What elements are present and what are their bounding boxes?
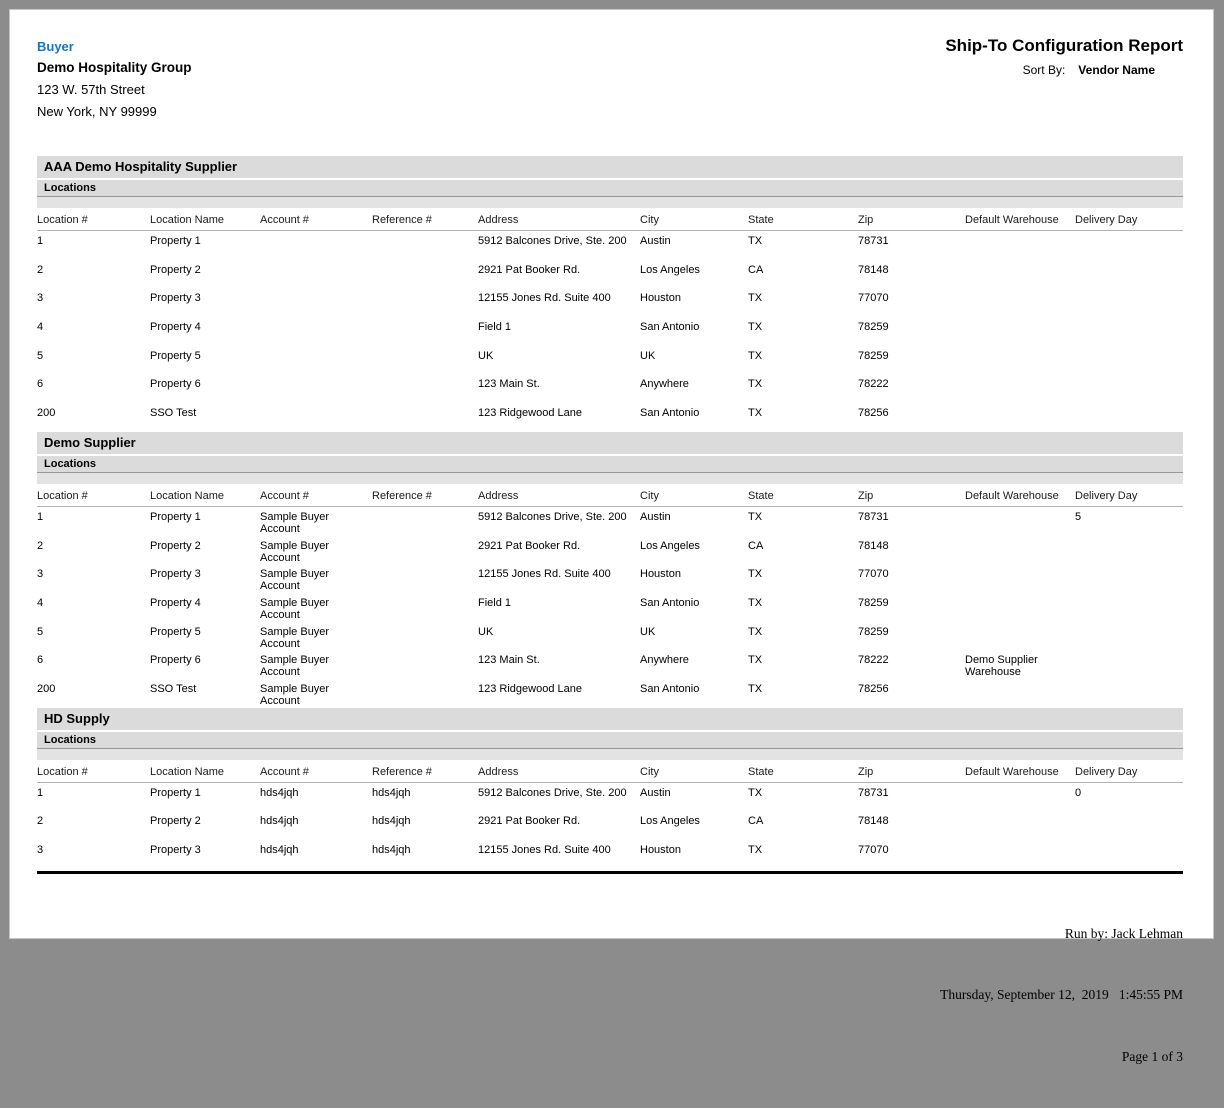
cell: 78256 [858,407,889,420]
cell: hds4jqh [260,786,299,799]
table-row [37,783,1183,812]
cell: 78731 [858,235,889,247]
section-rows [37,231,1183,432]
cell: 78731 [858,786,889,799]
column-header: Reference # [372,214,432,226]
locations-bar [37,732,1183,749]
table-row [37,231,1183,260]
cell: Houston [640,292,681,305]
table-row [37,840,1183,869]
cell: Property 1 [150,786,201,799]
column-header: Location # [37,489,88,502]
page-content [10,10,1213,1108]
sort-by-value: Vendor Name [1078,63,1155,77]
cell: Property 1 [150,235,201,247]
cell: hds4jqh [372,844,411,856]
buyer-address-line1: 123 W. 57th Street [37,82,145,97]
cell: 6 [37,654,44,667]
locations-strip [37,473,1183,484]
cell: 78148 [858,263,889,276]
cell: 4 [37,596,44,609]
cell: 78731 [858,510,889,523]
sort-by-row [945,63,1183,77]
column-header: Reference # [372,765,432,778]
cell: 78148 [858,815,889,828]
report-header [37,36,1183,123]
cell: hds4jqh [260,815,299,828]
locations-label: Locations [44,182,96,194]
cell: Anywhere [640,654,689,667]
cell: 2 [37,815,44,828]
run-by-line: Run by: Jack Lehman [1064,925,1183,941]
vendor-section [37,156,1183,432]
cell: 123 Ridgewood Lane [478,682,582,695]
column-header: Reference # [372,489,432,502]
cell: TX [748,844,763,856]
cell: Property 5 [150,625,201,638]
cell: Austin [640,510,671,523]
column-header-row [37,764,1183,783]
cell: Los Angeles [640,815,700,828]
table-row [37,374,1183,403]
table-row [37,260,1183,289]
datetime-line: Thursday, September 12, 2019 1:45:55 PM [940,987,1183,1003]
cell: Property 6 [150,378,201,391]
cell: Property 4 [150,321,201,334]
cell: Sample Buyer Account [260,510,330,535]
cell: 123 Main St. [478,654,540,667]
report-page [10,10,1213,1064]
buyer-address-line2: New York, NY 99999 [37,104,157,119]
locations-label: Locations [44,733,96,746]
column-header: City [640,214,659,226]
column-header: Account # [260,765,309,778]
vendor-bar [37,432,1183,454]
cell: hds4jqh [372,815,411,828]
table-end-divider [37,871,1183,874]
cell: SSO Test [150,407,197,420]
cell: San Antonio [640,321,700,334]
cell: 78222 [858,378,889,391]
cell: 3 [37,568,44,581]
column-header: Default Warehouse [965,489,1059,502]
cell: Property 3 [150,844,201,856]
cell: 78222 [858,654,889,667]
table-row [37,564,1183,593]
cell: Property 2 [150,263,201,276]
column-header-row [37,212,1183,231]
section-rows [37,507,1183,708]
cell: 123 Ridgewood Lane [478,407,582,420]
cell: Field 1 [478,596,512,609]
cell: 78259 [858,321,889,334]
cell: 3 [37,844,44,856]
column-header: Location # [37,214,88,226]
cell: Anywhere [640,378,689,391]
sort-by-label: Sort By: [1022,63,1066,77]
cell: Property 5 [150,349,201,362]
table-row [37,288,1183,317]
cell: TX [748,568,763,581]
cell: TX [748,378,763,391]
column-header: State [748,214,774,226]
cell: Sample Buyer Account [260,596,330,621]
cell: Demo Supplier Warehouse [965,654,1038,679]
cell: 77070 [858,568,889,581]
vendor-section [37,708,1183,869]
cell: TX [748,510,763,523]
table-row [37,593,1183,622]
column-header: Account # [260,214,309,226]
cell: 5912 Balcones Drive, Ste. 200 [478,510,627,523]
cell: 6 [37,378,44,391]
cell: Property 1 [150,510,201,523]
cell: 1 [37,510,44,523]
cell: TX [748,596,763,609]
cell: 12155 Jones Rd. Suite 400 [478,844,611,856]
cell: 5 [37,625,44,638]
column-header: Location Name [150,765,224,778]
locations-strip [37,749,1183,760]
cell: Los Angeles [640,539,700,552]
cell: TX [748,292,763,305]
cell: 78256 [858,682,889,695]
cell: 77070 [858,292,889,305]
cell: 5 [1075,510,1082,523]
column-header: Address [478,765,519,778]
table-row [37,811,1183,840]
section-rows [37,783,1183,869]
cell: 2 [37,263,44,276]
cell: 3 [37,292,44,305]
cell: San Antonio [640,682,700,695]
cell: UK [478,349,494,362]
column-header: Address [478,489,519,502]
cell: 78259 [858,625,889,638]
column-header: Location Name [150,214,224,226]
vendor-bar [37,708,1183,730]
cell: 5 [37,349,44,362]
cell: CA [748,539,764,552]
cell: Sample Buyer Account [260,539,330,564]
table-row [37,622,1183,651]
sections [37,156,1183,869]
column-header: Delivery Day [1075,489,1138,502]
cell: Austin [640,235,671,247]
table-row [37,536,1183,565]
cell: 1 [37,786,44,799]
cell: Property 3 [150,568,201,581]
column-header: Delivery Day [1075,765,1138,778]
cell: TX [748,349,763,362]
cell: UK [478,625,494,638]
cell: Property 2 [150,539,201,552]
cell: Property 4 [150,596,201,609]
title-block [945,36,1183,77]
table-row [37,403,1183,432]
column-header: Address [478,214,519,226]
column-header: Location # [37,765,88,778]
cell: UK [640,625,656,638]
cell: UK [640,349,656,362]
cell: Property 2 [150,815,201,828]
locations-bar [37,180,1183,197]
cell: CA [748,815,764,828]
cell: Field 1 [478,321,512,334]
cell: Sample Buyer Account [260,654,330,679]
vendor-name: Demo Supplier [44,434,136,450]
cell: TX [748,654,763,667]
cell: 4 [37,321,44,334]
locations-bar [37,456,1183,473]
column-header: Default Warehouse [965,214,1059,226]
cell: Property 3 [150,292,201,305]
cell: 0 [1075,786,1082,799]
column-header: City [640,765,659,778]
cell: Los Angeles [640,263,700,276]
buyer-block [37,36,192,123]
page-title: Ship-To Configuration Report [945,36,1183,55]
cell: 77070 [858,844,889,856]
cell: 5912 Balcones Drive, Ste. 200 [478,786,627,799]
cell: CA [748,263,764,276]
column-header: Delivery Day [1075,214,1138,226]
vendor-name: AAA Demo Hospitality Supplier [44,159,238,174]
buyer-name: Demo Hospitality Group [37,60,192,75]
cell: 78259 [858,349,889,362]
table-row [37,650,1183,679]
cell: San Antonio [640,407,700,420]
page-number-line: Page 1 of 3 [1121,1048,1183,1064]
column-header: Zip [858,214,874,226]
column-header: Zip [858,489,874,502]
column-header: Location Name [150,489,224,502]
cell: Sample Buyer Account [260,625,330,650]
cell: 78259 [858,596,889,609]
cell: TX [748,625,763,638]
cell: 2921 Pat Booker Rd. [478,263,581,276]
table-row [37,346,1183,375]
locations-strip [37,197,1183,208]
table-row [37,317,1183,346]
column-header-row [37,488,1183,507]
cell: TX [748,321,763,334]
cell: TX [748,682,763,695]
cell: 2921 Pat Booker Rd. [478,539,581,552]
cell: 2921 Pat Booker Rd. [478,815,581,828]
column-header: Account # [260,489,309,502]
cell: 12155 Jones Rd. Suite 400 [478,292,611,305]
cell: 200 [37,682,56,695]
cell: 200 [37,407,56,420]
column-header: State [748,765,774,778]
vendor-section [37,432,1183,708]
cell: hds4jqh [260,844,299,856]
cell: Sample Buyer Account [260,682,330,707]
cell: San Antonio [640,596,700,609]
vendor-bar [37,156,1183,178]
buyer-label: Buyer [37,39,74,54]
report-footer [37,883,1183,1108]
cell: TX [748,407,763,420]
cell: 12155 Jones Rd. Suite 400 [478,568,611,581]
cell: 2 [37,539,44,552]
vendor-name: HD Supply [44,710,110,726]
cell: 5912 Balcones Drive, Ste. 200 [478,235,627,247]
cell: SSO Test [150,682,197,695]
cell: 123 Main St. [478,378,540,391]
cell: Houston [640,568,681,581]
table-row [37,507,1183,536]
cell: hds4jqh [372,786,411,799]
cell: TX [748,235,763,247]
column-header: State [748,489,774,502]
cell: Sample Buyer Account [260,568,330,593]
cell: Austin [640,786,671,799]
cell: 78148 [858,539,889,552]
cell: Houston [640,844,681,856]
column-header: Zip [858,765,874,778]
column-header: Default Warehouse [965,765,1059,778]
cell: Property 6 [150,654,201,667]
column-header: City [640,489,659,502]
locations-label: Locations [44,457,96,470]
cell: TX [748,786,763,799]
table-row [37,679,1183,708]
cell: 1 [37,235,44,247]
